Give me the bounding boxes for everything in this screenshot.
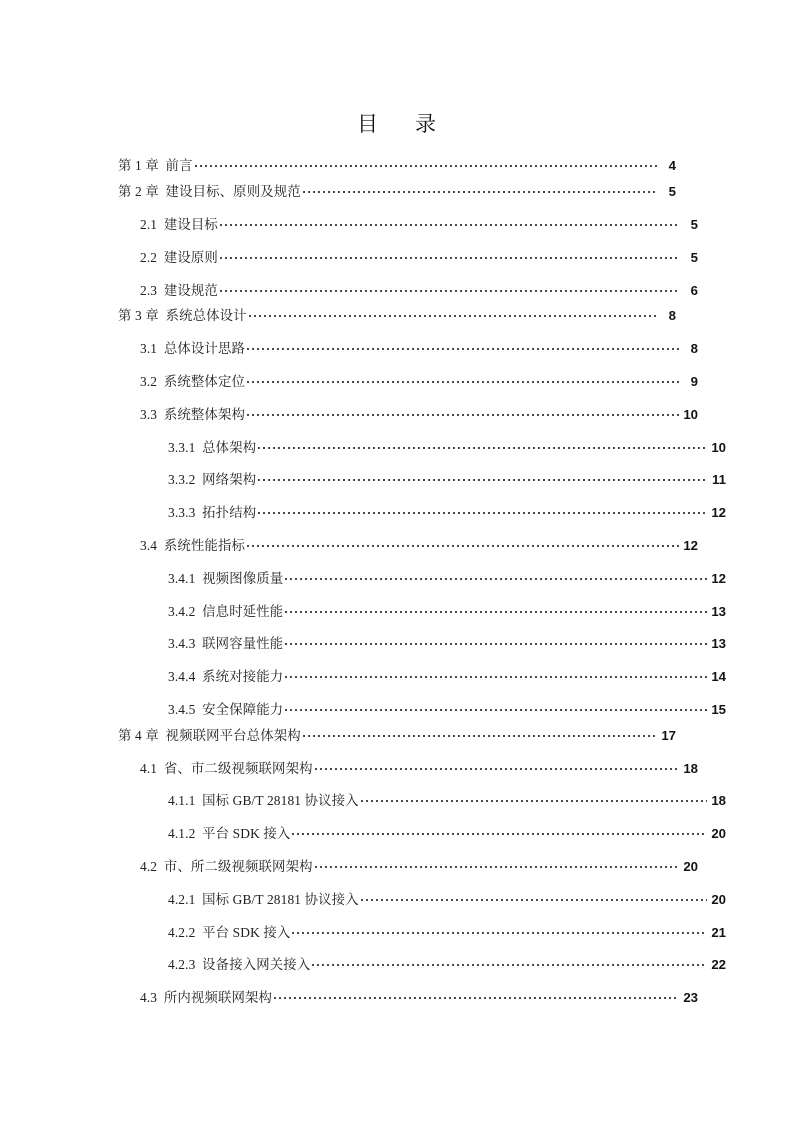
toc-entry-text <box>118 309 249 322</box>
dot-leader <box>292 923 707 936</box>
toc-page-number: 11 <box>712 472 726 488</box>
toc-entry-number: 3.3.2 <box>168 472 196 488</box>
toc-entry-text <box>140 408 247 421</box>
toc-entry-number: 3.4.1 <box>168 570 196 586</box>
toc-entry[interactable] <box>118 684 726 717</box>
page-title: 目 录 <box>357 112 444 136</box>
toc-entry-label: 系统整体定位 <box>163 373 245 389</box>
toc-page-number: 13 <box>711 603 726 619</box>
toc-entry-number: 4.2 <box>140 858 158 874</box>
toc-entry[interactable] <box>118 651 726 684</box>
dot-leader <box>303 183 657 196</box>
dot-leader <box>315 759 679 772</box>
toc-entry[interactable] <box>118 388 698 421</box>
toc-entry-text <box>168 572 285 585</box>
toc-entry-number: 3.3.3 <box>168 505 196 521</box>
dot-leader <box>220 216 679 229</box>
toc-entry-label: 总体架构 <box>202 439 257 455</box>
dot-leader <box>285 635 707 648</box>
toc-page-number: 20 <box>711 826 726 842</box>
toc-entry-number: 3.1 <box>140 341 158 357</box>
toc-entry-number: 第 1 章 <box>118 158 159 174</box>
toc-entry-number: 3.3.1 <box>168 439 196 455</box>
toc-page-number: 23 <box>683 990 698 1006</box>
toc-entry-text <box>168 926 292 939</box>
toc-page-number: 17 <box>661 727 676 743</box>
toc-entry-text <box>168 670 285 683</box>
toc-entry-number: 3.4.5 <box>168 701 196 717</box>
toc-entry-number: 3.3 <box>140 406 158 422</box>
toc-entry-label: 建设原则 <box>163 249 218 265</box>
dot-leader <box>312 956 707 969</box>
toc-entry-text <box>140 375 247 388</box>
toc-entry-text <box>118 159 195 172</box>
dot-leader <box>258 471 707 484</box>
toc-entry[interactable] <box>118 487 726 520</box>
toc-entry-text <box>118 185 303 198</box>
toc-entry-label: 网络架构 <box>202 472 257 488</box>
dot-leader <box>220 281 679 294</box>
dot-leader <box>258 504 707 517</box>
toc-entry[interactable] <box>118 873 726 906</box>
toc-entry[interactable] <box>118 199 698 232</box>
toc-entry-number: 第 3 章 <box>118 308 159 324</box>
dot-leader <box>285 668 707 681</box>
toc-entry[interactable] <box>118 716 676 742</box>
toc-entry[interactable] <box>118 356 698 389</box>
toc-entry-number: 2.2 <box>140 249 158 265</box>
toc-entry[interactable] <box>118 841 698 874</box>
toc-entry-number: 第 2 章 <box>118 184 159 200</box>
toc-entry[interactable] <box>118 454 726 487</box>
toc-page-number: 5 <box>690 249 698 265</box>
toc-entry-label: 平台 SDK 接入 <box>202 826 291 842</box>
toc-page-number: 8 <box>690 341 698 357</box>
dot-leader <box>258 438 707 451</box>
toc-entry-text <box>118 729 303 742</box>
toc-entry-label: 市、所二级视频联网架构 <box>163 858 313 874</box>
dot-leader <box>361 890 707 903</box>
toc-entry-label: 建设目标、原则及规范 <box>165 184 301 200</box>
toc-page-number: 18 <box>711 793 726 809</box>
toc-entry-number: 2.1 <box>140 216 158 232</box>
toc-entry-text <box>140 284 220 297</box>
toc-entry[interactable] <box>118 264 698 297</box>
dot-leader <box>285 701 707 714</box>
toc-page-number: 6 <box>690 282 698 298</box>
toc-entry-number: 4.1.2 <box>168 826 196 842</box>
dot-leader <box>247 340 679 353</box>
toc-entry-text <box>140 342 247 355</box>
toc-entry-label: 省、市二级视频联网架构 <box>163 760 313 776</box>
toc-entry[interactable] <box>118 742 698 775</box>
toc-entry[interactable] <box>118 906 726 939</box>
dot-leader <box>247 373 679 386</box>
dot-leader <box>249 307 657 320</box>
toc-entry-text <box>140 762 315 775</box>
toc-entry[interactable] <box>118 808 726 841</box>
dot-leader <box>315 858 679 871</box>
toc-entry-label: 所内视频联网架构 <box>163 990 273 1006</box>
toc-entry-number: 3.4.2 <box>168 603 196 619</box>
table-of-contents <box>118 157 726 1006</box>
toc-entry-number: 4.1.1 <box>168 793 196 809</box>
toc-entry-label: 视频图像质量 <box>202 570 284 586</box>
toc-entry[interactable] <box>118 520 698 553</box>
toc-entry[interactable] <box>118 972 698 1005</box>
toc-entry-label: 前言 <box>165 158 193 174</box>
toc-entry-number: 4.2.2 <box>168 924 196 940</box>
toc-entry-number: 4.1 <box>140 760 158 776</box>
toc-entry-text <box>140 539 247 552</box>
toc-page-number: 8 <box>668 308 676 324</box>
toc-entry-text <box>168 794 361 807</box>
dot-leader <box>247 405 679 418</box>
dot-leader <box>303 726 657 739</box>
dot-leader <box>220 248 679 261</box>
toc-entry-label: 系统性能指标 <box>163 537 245 553</box>
toc-entry-number: 3.4.3 <box>168 636 196 652</box>
dot-leader <box>195 157 657 170</box>
toc-entry[interactable] <box>118 323 698 356</box>
toc-page-number: 22 <box>711 957 726 973</box>
toc-entry-label: 拓扑结构 <box>202 505 257 521</box>
toc-entry-text <box>168 703 285 716</box>
toc-entry-number: 2.3 <box>140 282 158 298</box>
toc-entry-text <box>140 860 315 873</box>
toc-entry-number: 第 4 章 <box>118 727 159 743</box>
dot-leader <box>292 825 707 838</box>
toc-page-number: 15 <box>711 701 726 717</box>
toc-page-number: 20 <box>683 858 698 874</box>
toc-entry-number: 3.2 <box>140 373 158 389</box>
toc-entry-label: 系统对接能力 <box>202 669 284 685</box>
toc-page-number: 12 <box>711 570 726 586</box>
toc-page-number: 9 <box>690 373 698 389</box>
toc-entry[interactable] <box>118 585 726 618</box>
toc-entry-label: 国标 GB/T 28181 协议接入 <box>202 793 359 809</box>
dot-leader <box>285 569 707 582</box>
toc-page-number: 10 <box>711 439 726 455</box>
toc-entry[interactable] <box>118 231 698 264</box>
toc-entry[interactable] <box>118 939 726 972</box>
toc-entry-label: 视频联网平台总体架构 <box>165 727 301 743</box>
toc-entry-label: 系统总体设计 <box>165 308 247 324</box>
toc-page-number: 4 <box>668 158 676 174</box>
toc-entry[interactable] <box>118 552 726 585</box>
toc-page-number: 14 <box>711 669 726 685</box>
toc-page-number: 12 <box>711 505 726 521</box>
toc-entry-label: 系统整体架构 <box>163 406 245 422</box>
toc-entry-label: 安全保障能力 <box>202 701 284 717</box>
toc-entry[interactable] <box>118 775 726 808</box>
toc-entry-text <box>168 441 258 454</box>
toc-entry-number: 3.4 <box>140 537 158 553</box>
toc-entry-text <box>168 506 258 519</box>
dot-leader <box>247 537 679 550</box>
toc-page-number: 13 <box>711 636 726 652</box>
toc-entry-label: 总体设计思路 <box>163 341 245 357</box>
toc-entry-number: 3.4.4 <box>168 669 196 685</box>
toc-entry-text <box>168 637 285 650</box>
toc-page-number: 10 <box>683 406 698 422</box>
toc-entry-text <box>140 251 220 264</box>
toc-entry-label: 建设目标 <box>163 216 218 232</box>
toc-entry-text <box>168 605 285 618</box>
toc-entry-number: 4.2.3 <box>168 957 196 973</box>
toc-entry-label: 国标 GB/T 28181 协议接入 <box>202 891 359 907</box>
toc-entry-number: 4.3 <box>140 990 158 1006</box>
toc-entry-label: 建设规范 <box>163 282 218 298</box>
toc-page-number: 18 <box>683 760 698 776</box>
toc-page-number: 21 <box>711 924 726 940</box>
toc-entry[interactable] <box>118 421 726 454</box>
toc-entry-text <box>168 958 312 971</box>
toc-page-number: 5 <box>690 216 698 232</box>
toc-entry-label: 信息时延性能 <box>202 603 284 619</box>
toc-page-number: 12 <box>683 537 698 553</box>
toc-entry[interactable] <box>118 297 676 323</box>
dot-leader <box>285 602 707 615</box>
toc-entry-text <box>168 827 292 840</box>
toc-entry[interactable] <box>118 157 676 173</box>
toc-entry-text <box>140 218 220 231</box>
toc-entry[interactable] <box>118 173 676 199</box>
toc-entry-number: 4.2.1 <box>168 891 196 907</box>
toc-page-number: 5 <box>668 184 676 200</box>
toc-entry-text <box>140 991 274 1004</box>
toc-page-number: 20 <box>711 891 726 907</box>
toc-entry-text <box>168 893 361 906</box>
toc-entry[interactable] <box>118 618 726 651</box>
dot-leader <box>361 792 707 805</box>
toc-entry-label: 平台 SDK 接入 <box>202 924 291 940</box>
toc-entry-label: 设备接入网关接入 <box>202 957 311 973</box>
toc-entry-text <box>168 473 258 486</box>
dot-leader <box>274 989 679 1002</box>
toc-entry-label: 联网容量性能 <box>202 636 284 652</box>
